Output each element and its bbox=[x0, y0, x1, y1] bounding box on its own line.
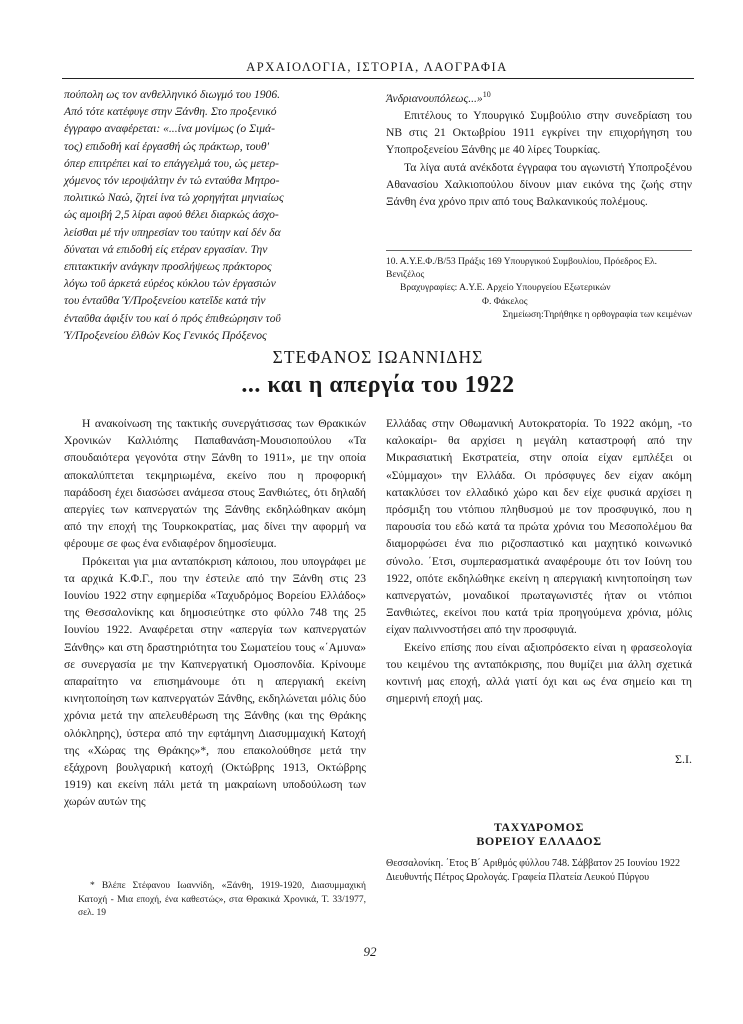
paragraph: Ελλάδας στην Οθωμανική Αυτοκρατορία. Το 1922 ακόμη, -το καλοκαίρι- θα αρχίσει η μεγάλη καταστροφή από την Μικρασιατική Εκστρατεία, στην οποία είχαν εμπλέξει οι «Σύμμαχοι» την Ελλάδα. Οι πρόσφυγες δεν είχαν ακόμη κατακλύσει τον ελλαδικό χώρο και δεν είχε φυσικά αρχίσει η πρόσμιξη του ντόπιου πληθυσμού με τον προσφυγικό, που η παρουσία του εδώ κατά τα πρώτα χρόνια του Μεσοπολέμου θα διαμορφώσει ένα πιο ριζοσπαστικό και μαχητικό κοινωνικό σύνολο. ΄Ετσι, συμπερασματικά αναφέρουμε ότι τον Ιούνη του 1922, οπότε εκδηλώθηκε εκείνη η απεργιακή κινητοποίηση των καπνεργατών, μοναδικοί πρωταγωνιστές ήταν οι ντόπιοι Ξανθιώτες, εκείνοι που κατά τρία προηγούμενα χρόνια, μόλις είχαν παλιννοστήσει από την προσφυγιά. bbox=[386, 417, 692, 637]
paragraph: Πρόκειται για μια ανταπόκριση κάποιου, που υπογράφει με τα αρχικά Κ.Φ.Γ., που την έστειλε από την Ξάνθη στις 23 Ιουνίου 1922 στην εφημερίδα «Ταχυδρόμος Βορείου Ελλάδος» της Θεσσαλονίκης και δημοσιεύτηκε στο φύλλο 748 της 25 Ιουνίου 1922. Αναφέρεται στην «απεργία των καπνεργατών Ξάνθης» και στη δραστηριότητα του Σωματείου τους «΄Αμυνα» σε συνεργασία με την Καπνεργατική Ομοσπονδία. Κρίνουμε απαραίτητο να επισημάνουμε ότι η απεργιακή εκείνη κινητοποίηση των καπνεργατών Ξάνθης, εκδηλώνεται μόλις δύο χρόνια μετά την απελευθέρωση της Ξάνθης (και της Θράκης ολόκληρης), ύστερα από την εφτάμηνη Διασυμμαχική Κατοχή της «Χώρας της Θράκης»*, που επακολούθησε μετά την εξάχρονη βουλγαρική κατοχή (Οκτώβρης 1913, Οκτώβρης 1919) και εκείνη πάλι μετά τη μακραίωνη υποδούλωση των χωρών αυτών της bbox=[64, 554, 366, 809]
text-line: Από τότε κατέφυγε στην Ξάνθη. Στο προξενικό bbox=[64, 105, 277, 119]
footnote-line: Φ. Φάκελος bbox=[482, 296, 528, 307]
paragraph: Επιτέλους το Υπουργικό Συμβούλιο στην συνεδρίαση του ΝΒ στις 21 Οκτωβρίου 1911 εγκρίνει την επιχορήγηση του Υποπροξενείου Ξάνθης με 40 λίρες Τουρκίας. bbox=[386, 109, 692, 157]
quote-ending bbox=[386, 86, 692, 107]
paragraph: Τα λίγα αυτά ανέκδοτα έγγραφα του αγωνιστή Υποπροξένου Αθανασίου Χαλκιοπούλου δίνουν μιαν εικόνα της ζωής στην Ξάνθη ένα χρόνο πριν από τους Βαλκανικούς πολέμους. bbox=[386, 160, 692, 209]
main-right-column bbox=[386, 415, 692, 707]
text-line: πούπολη ως τον ανθελληνικό διωγμό του 1906. bbox=[64, 88, 281, 101]
text-line: χόμενος τόν ιεροψάλτην έν τώ ενταύθα Μητρο- bbox=[64, 174, 280, 188]
text-line: λείσθαι μέ τήν υπηρεσίαν του ταύτην καί δέν δα bbox=[64, 225, 281, 239]
text-line: του ένταΰθα Ύ/Προξενείου κατεΐδε κατά τήν bbox=[64, 294, 266, 308]
text-line: επιτακτικήν ανάγκην προσλήψεως πράκτορος bbox=[64, 260, 272, 274]
quote-end-text: Άνδριανουπόλεως...» bbox=[386, 91, 483, 105]
newspaper-name-line: ΒΟΡΕΙΟΥ ΕΛΛΑΔΟΣ bbox=[476, 834, 602, 848]
footnote-line: 10. Α.Υ.Ε.Φ./Β/53 Πράξις 169 Υπουργικού Συμβουλίου, Πρόεδρος Ελ. Βενιζέλος bbox=[386, 257, 658, 281]
footnote-rule bbox=[386, 250, 692, 251]
page-number: 92 bbox=[363, 944, 377, 959]
paragraph: Εκείνο επίσης που είναι αξιοπρόσεκτο είναι η φρασεολογία του κειμένου της ανταπόκρισης, που θυμίζει μια άλλη σχετικά κοντινή μας εποχή, αλλά γιατί όχι και ως ένα σημείο και τη σημερινή εποχή μας. bbox=[386, 640, 692, 706]
text-line: ένταΰθα άφιξίν του καί ό πρός έπιθεώρησιν τοΰ bbox=[64, 311, 281, 325]
paragraph: Η ανακοίνωση της τακτικής συνεργάτισσας των Θρακικών Χρονικών Καλλιόπης Παπαθανάση-Μουσιοπούλου «Τα σπουδαιότερα γεγονότα στην Ξάνθη το 1911», με την οποία αποκαλύπτεται τεκμηριωμένα, εκείνο που η προφορική παράδοση έχει διασώσει ανάμεσα στους Ξανθιώτες, ότι δηλαδή απεργίες των καπνεργατών της Ξάνθης εκδηλώθηκαν ακόμη από την εποχή της Τουρκοκρατίας, μας δίνει την αφορμή να φέρουμε σε φως ένα ενδιαφέρον δημοσίευμα. bbox=[64, 417, 366, 551]
main-left-column bbox=[64, 415, 366, 811]
footnote-10 bbox=[386, 256, 692, 322]
newspaper-info bbox=[386, 857, 692, 884]
article-title: ... και η απεργία του 1922 bbox=[241, 372, 515, 398]
footnote-text: * Βλέπε Στέφανου Ιωαννίδη, «Ξάνθη, 1919-1920, Διασυμμαχική Κατοχή - Μια εποχή, ένα καθεστώς», στα Θρακικά Χρονικά, Τ. 33/1977, σελ. 19 bbox=[78, 881, 366, 919]
footnote-star bbox=[78, 880, 366, 921]
top-left-column bbox=[64, 86, 364, 344]
text-line: έγγραφο αναφέρεται: «...ίνα μονίμως (ο Σιμά- bbox=[64, 122, 275, 136]
text-line: δύναται νά επιδοθή είς ετέραν εργασίαν. Την bbox=[64, 242, 268, 256]
footnote-line: Βραχυγραφίες: Α.Υ.Ε. Αρχείο Υπουργείου Εξωτερικών bbox=[400, 283, 611, 294]
newspaper-name-line: ΤΑΧΥΔΡΟΜΟΣ bbox=[493, 820, 585, 834]
newspaper-info-line: Θεσσαλονίκη. ΄Ετος Β΄ Αριθμός φύλλου 748. Σάββατον 25 Ιουνίου 1922 bbox=[386, 858, 680, 869]
top-right-column bbox=[386, 86, 692, 210]
footnote-line: Σημείωση:Τηρήθηκε η ορθογραφία των κειμένων bbox=[502, 309, 692, 320]
running-head: ΑΡΧΑΙΟΛΟΓΙΑ, ΙΣΤΟΡΙΑ, ΛΑΟΓΡΑΦΙΑ bbox=[246, 60, 508, 74]
signature: Σ.Ι. bbox=[675, 752, 692, 766]
text-line: πολιτικώ Ναώ, ζητεί ίνα τώ χορηγήται μηνιαίως bbox=[64, 191, 284, 205]
newspaper-title bbox=[386, 820, 692, 848]
footnote-ref-10: 10 bbox=[482, 90, 491, 99]
text-line: λόγω τοΰ άρκετά εύρέος κύκλου τών έργασιών bbox=[64, 277, 276, 291]
article-author: ΣΤΕΦΑΝΟΣ ΙΩΑΝΝΙΔΗΣ bbox=[272, 347, 484, 367]
text-line: όπερ επιτρέπει καί το επάγγελμά του, ώς μετερ- bbox=[64, 156, 279, 170]
text-line: τος) επιδοθή καί έργασθή ώς πράκτωρ, τουθ' bbox=[64, 139, 270, 153]
header-rule bbox=[62, 78, 694, 79]
text-line: ώς αμοιβή 2,5 λίραι αφού θέλει διαρκώς άσχο- bbox=[64, 208, 279, 222]
text-line: Ύ/Προξενείου έλθών Κος Γενικός Πρόξενος bbox=[64, 328, 267, 342]
newspaper-info-line: Διευθυντής Πέτρος Ωρολογάς. Γραφεία Πλατεία Λευκού Πύργου bbox=[386, 871, 650, 883]
